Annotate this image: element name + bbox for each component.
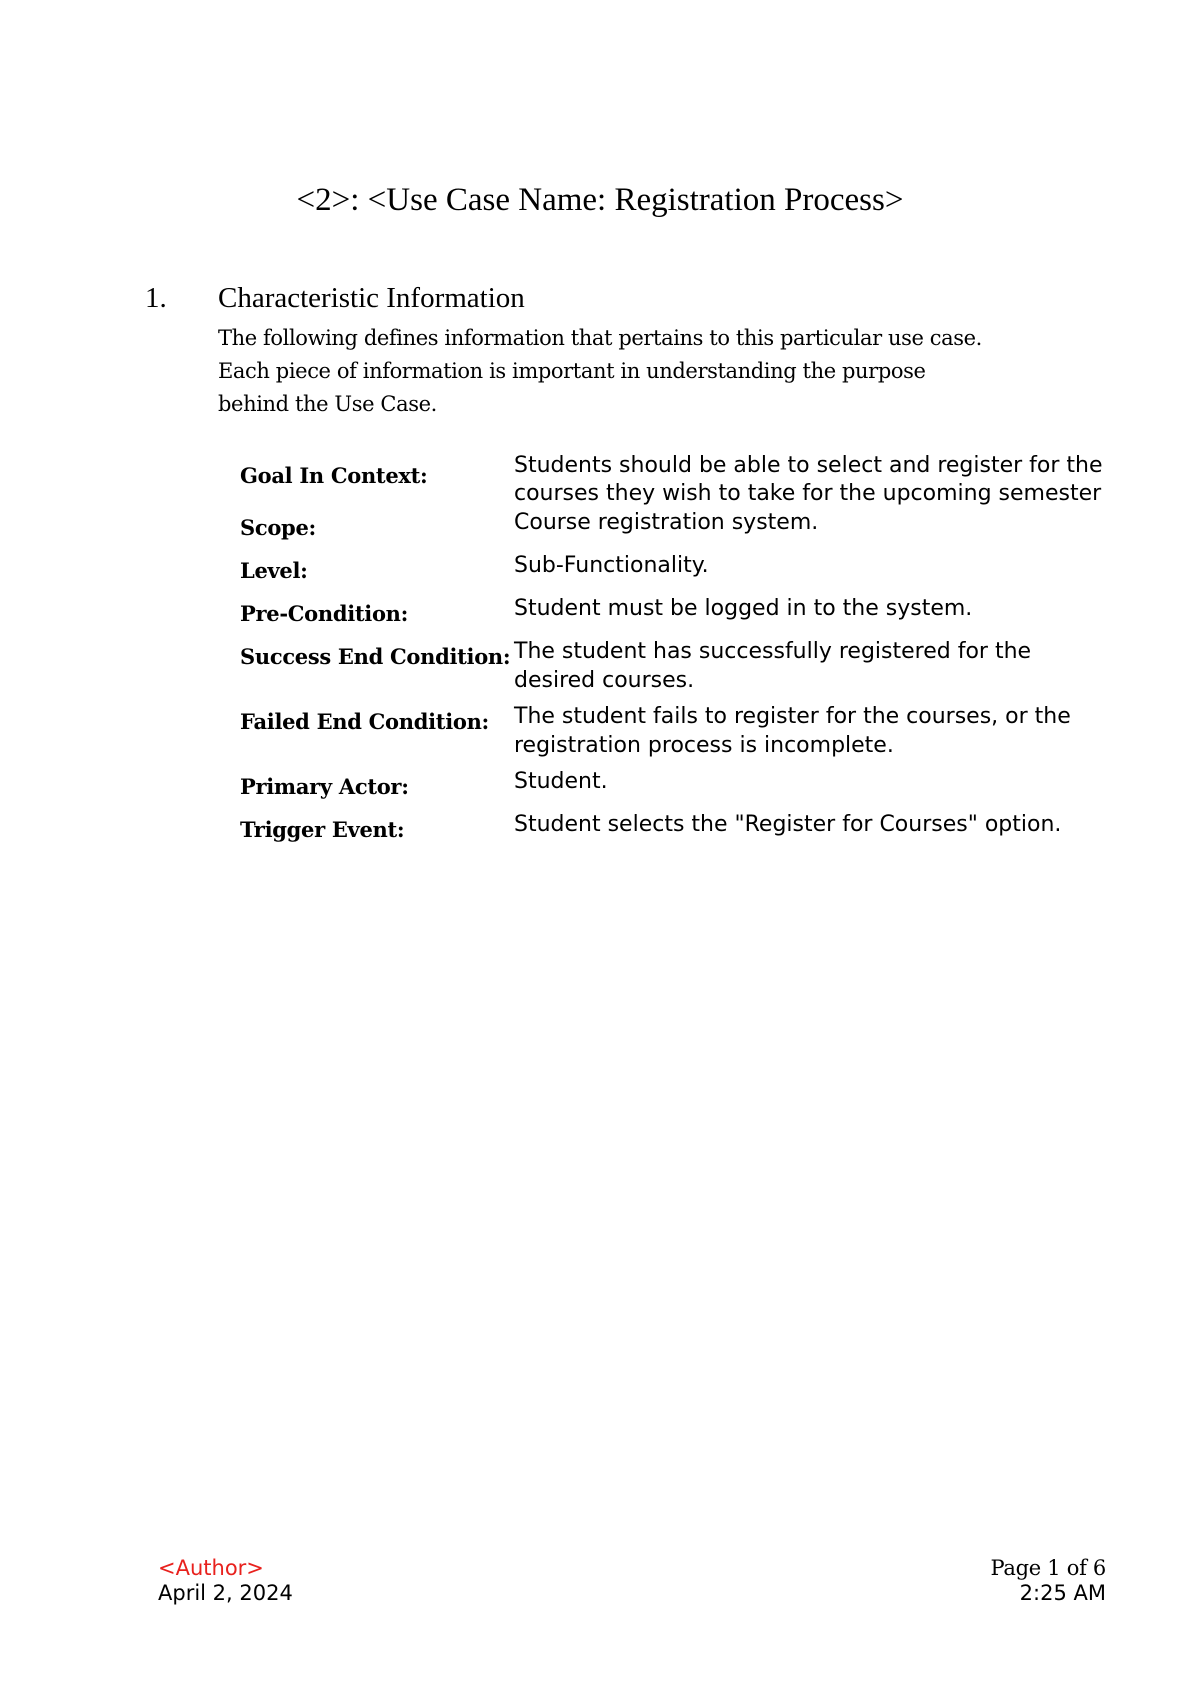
row-value: Sub-Functionality. bbox=[514, 553, 709, 578]
row-label: Pre-Condition: bbox=[240, 601, 409, 626]
table-row bbox=[240, 810, 1120, 853]
intro-line: Each piece of information is important in understanding the purpose bbox=[218, 359, 926, 383]
section-intro bbox=[218, 322, 1118, 421]
table-row bbox=[240, 637, 1120, 702]
row-label: Level: bbox=[240, 558, 308, 583]
row-value: The student fails to register for the courses, or the registration process is incomplete. bbox=[514, 704, 1071, 758]
footer-author: <Author> bbox=[158, 1556, 264, 1580]
row-label: Goal In Context: bbox=[240, 463, 428, 488]
intro-line: behind the Use Case. bbox=[218, 392, 437, 416]
table-row bbox=[240, 551, 1120, 594]
characteristic-table bbox=[240, 452, 1120, 853]
intro-line: The following defines information that pertains to this particular use case. bbox=[218, 326, 982, 350]
section-title: Characteristic Information bbox=[218, 282, 525, 314]
row-value: Course registration system. bbox=[514, 510, 819, 535]
row-value: Student. bbox=[514, 769, 608, 794]
row-label: Scope: bbox=[240, 515, 316, 540]
table-row bbox=[240, 767, 1120, 810]
footer-right bbox=[991, 1556, 1106, 1606]
row-value: Students should be able to select and register for the courses they wish to take for the upcoming semester bbox=[514, 453, 1103, 506]
row-label: Success End Condition: bbox=[240, 644, 511, 669]
section-number: 1. bbox=[145, 282, 167, 314]
row-label: Trigger Event: bbox=[240, 817, 405, 842]
row-label: Failed End Condition: bbox=[240, 709, 490, 734]
table-row bbox=[240, 702, 1120, 767]
table-row bbox=[240, 594, 1120, 637]
footer-page-number: Page 1 of 6 bbox=[990, 1556, 1106, 1580]
footer-left bbox=[158, 1556, 293, 1606]
row-value: The student has successfully registered for the desired courses. bbox=[514, 639, 1032, 693]
table-row bbox=[240, 452, 1120, 508]
section-heading bbox=[145, 280, 525, 316]
row-value: Student must be logged in to the system. bbox=[514, 596, 973, 621]
footer-date: April 2, 2024 bbox=[158, 1581, 293, 1605]
row-value: Student selects the "Register for Courses" option. bbox=[514, 812, 1062, 837]
table-row bbox=[240, 508, 1120, 551]
document-title: <2>: <Use Case Name: Registration Process> bbox=[296, 182, 904, 218]
row-label: Primary Actor: bbox=[240, 774, 409, 799]
footer-time: 2:25 AM bbox=[1019, 1581, 1106, 1605]
